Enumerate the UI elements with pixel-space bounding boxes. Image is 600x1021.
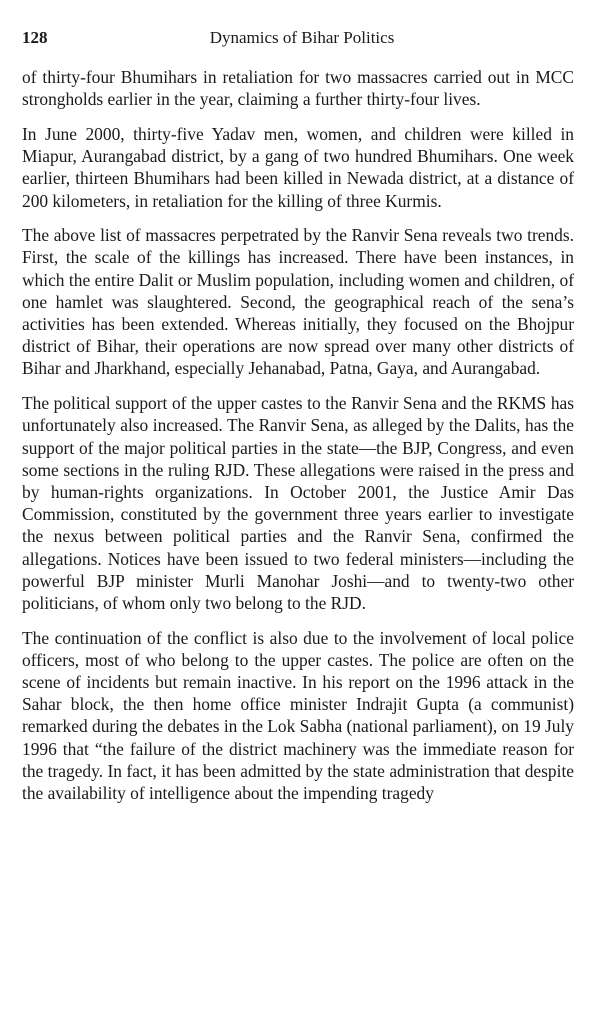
paragraph-political-support: The political support of the upper castes to the Ranvir Sena and the RKMS has unfortunately also increased. The Ranvir Sena, as alleged by the Dalits, has the support of the major political parties in the state—the BJP, Congress, and even some sections in the ruling RJD. These allegations were raised in the press and by human-rights organizations. In October 2001, the Justice Amir Das Commission, constituted by the government three years earlier to investigate the nexus between political parties and the Ranvir Sena, confirmed the allegations. Notices have been issued to two federal ministers—including the powerful BJP minister Murli Manohar Joshi—and to twenty-two other politicians, of whom only two belong to the RJD. bbox=[22, 393, 574, 613]
book-page bbox=[22, 28, 574, 817]
paragraph-police-involvement: The continuation of the conflict is also due to the involvement of local police officers, most of who belong to the upper castes. The police are often on the scene of incidents but remain inactive. In his report on the 1996 attack in the Sahar block, the then home office minister Indrajit Gupta (a communist) remarked during the debates in the Lok Sabha (national parliament), on 19 July 1996 that “the failure of the district machinery was the immediate reason for the tragedy. In fact, it has been admitted by the state administration that despite the availability of intelligence about the impending tragedy bbox=[22, 627, 574, 804]
paragraph-continuation: of thirty-four Bhumihars in retaliation for two massacres carried out in MCC strongholds earlier in the year, claiming a further thirty-four lives. bbox=[22, 67, 574, 110]
paragraph-miapur-massacre: In June 2000, thirty-five Yadav men, women, and children were killed in Miapur, Aurangabad district, by a gang of two hundred Bhumihars. One week earlier, thirteen Bhumihars had been killed in Newada district, at a distance of 200 kilometers, in retaliation for the killing of three Kurmis. bbox=[22, 123, 574, 211]
running-head bbox=[22, 28, 574, 58]
book-title: Dynamics of Bihar Politics bbox=[209, 28, 395, 47]
page-number: 128 bbox=[22, 28, 48, 47]
paragraph-two-trends: The above list of massacres perpetrated by the Ranvir Sena reveals two trends. First, the scale of the killings has increased. There have been instances, in which the entire Dalit or Muslim population, including women and children, of one hamlet was slaughtered. Second, the geographical reach of the sena’s activities has been extended. Whereas initially, they focused on the Bhojpur district of Bihar, their operations are now spread over many other districts of Bihar and Jharkhand, especially Jehanabad, Patna, Gaya, and Aurangabad. bbox=[22, 225, 574, 379]
body-text bbox=[22, 66, 574, 804]
